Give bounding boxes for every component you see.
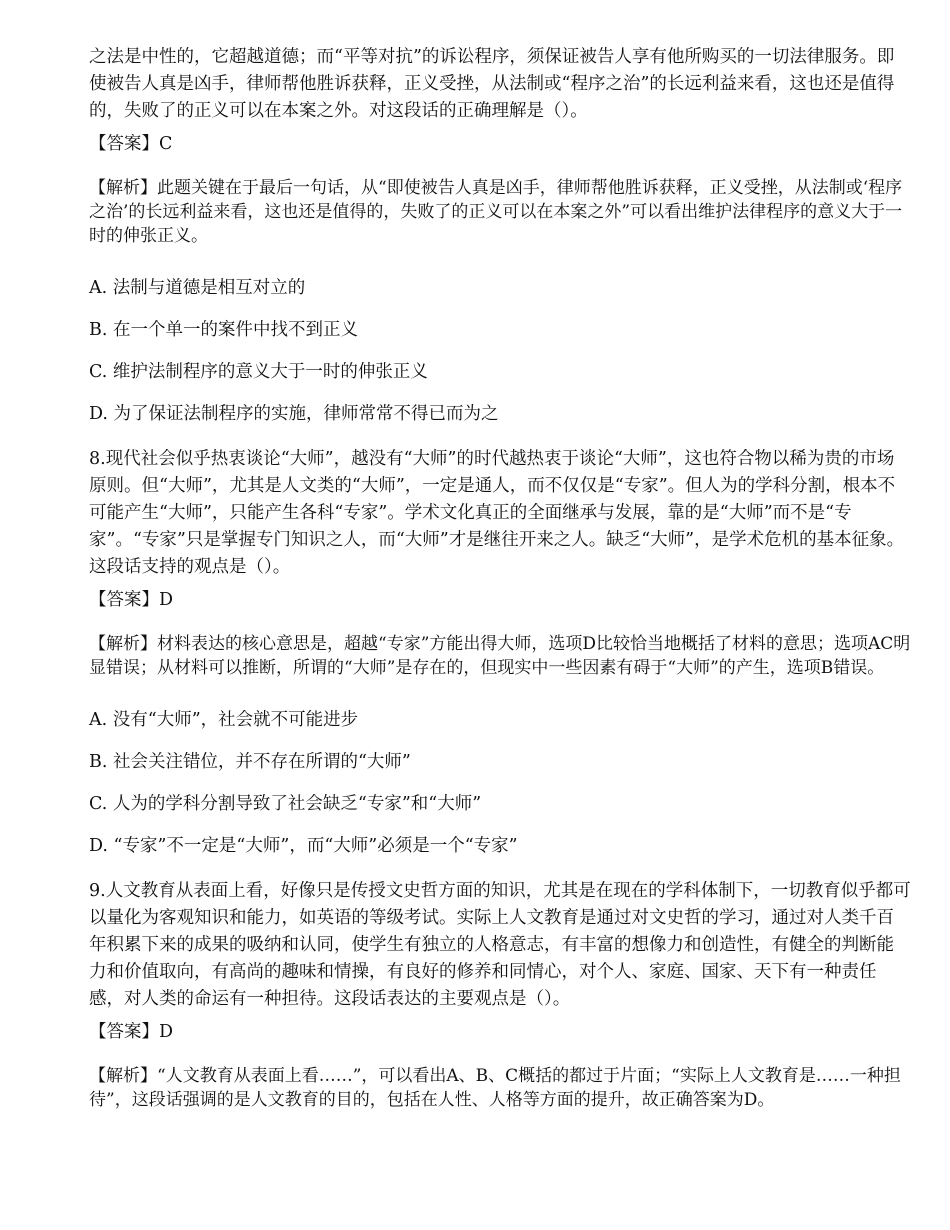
q8-option-a: A. 没有“大师”，社会就不可能进步 xyxy=(89,710,359,730)
q7-option-a: A. 法制与道德是相互对立的 xyxy=(89,278,306,298)
q8-option-b: B. 社会关注错位，并不存在所谓的“大师” xyxy=(89,752,411,772)
q7-answer: 【答案】C xyxy=(89,134,173,154)
q8-answer: 【答案】D xyxy=(89,590,174,610)
q7-stem: 之法是中性的，它超越道德；而“平等对抗”的诉讼程序，须保证被告人享有他所购买的一切法律服务。即使被告人真是凶手，律师帮他胜诉获释，正义受挫，从法制或“程序之治”的长远利益来看，这也还是值得的，失败了的正义可以在本案之外。对这段话的正确理解是（）。 xyxy=(89,47,895,121)
q9-answer: 【答案】D xyxy=(89,1022,174,1042)
q7-option-c: C. 维护法制程序的意义大于一时的伸张正义 xyxy=(89,362,428,382)
q7-option-d: D. 为了保证法制程序的实施，律师常常不得已而为之 xyxy=(89,404,499,424)
q7-option-b: B. 在一个单一的案件中找不到正义 xyxy=(89,320,358,340)
document-page xyxy=(89,44,911,1112)
q8-option-d: D. “专家”不一定是“大师”，而“大师”必须是一个“专家” xyxy=(89,836,518,856)
q8-analysis: 【解析】材料表达的核心意思是，超越“专家”方能出得大师，选项D比较恰当地概括了材料的意思；选项AC明显错误；从材料可以推断，所谓的“大师”是存在的，但现实中一些因素有碍于“大师”的产生，选项B错误。 xyxy=(89,634,911,678)
q9-analysis: 【解析】“人文教育从表面上看……”，可以看出A、B、C概括的都过于片面；“实际上人文教育是……一种担待”，这段话强调的是人文教育的目的，包括在人性、人格等方面的提升，故正确答案为D。 xyxy=(89,1066,901,1110)
q8-option-c: C. 人为的学科分割导致了社会缺乏“专家”和“大师” xyxy=(89,794,482,814)
q7-analysis: 【解析】此题关键在于最后一句话，从“即使被告人真是凶手，律师帮他胜诉获释，正义受挫，从法制或‘程序之治’的长远利益来看，这也还是值得的，失败了的正义可以在本案之外”可以看出维护法律程序的意义大于一时的伸张正义。 xyxy=(89,178,903,246)
q8-stem: 8.现代社会似乎热衷谈论“大师”，越没有“大师”的时代越热衷于谈论“大师”，这也符合物以稀为贵的市场原则。但“大师”，尤其是人文类的“大师”，一定是通人，而不仅仅是“专家”。但人为的学科分割，根本不可能产生“大师”，只能产生各科“专家”。学术文化真正的全面继承与发展，靠的是“大师”而不是“专家”。“专家”只是掌握专门知识之人，而“大师”才是继往开来之人。缺乏“大师”，是学术危机的基本征象。这段话支持的观点是（）。 xyxy=(89,449,905,577)
q9-stem: 9.人文教育从表面上看，好像只是传授文史哲方面的知识，尤其是在现在的学科体制下，一切教育似乎都可以量化为客观知识和能力，如英语的等级考试。实际上人文教育是通过对文史哲的学习，通过对人类千百年积累下来的成果的吸纳和认同，使学生有独立的人格意志，有丰富的想像力和创造性，有健全的判断能力和价值取向，有高尚的趣味和情操，有良好的修养和同情心，对个人、家庭、国家、天下有一种责任感，对人类的命运有一种担待。这段话表达的主要观点是（）。 xyxy=(89,881,911,1009)
